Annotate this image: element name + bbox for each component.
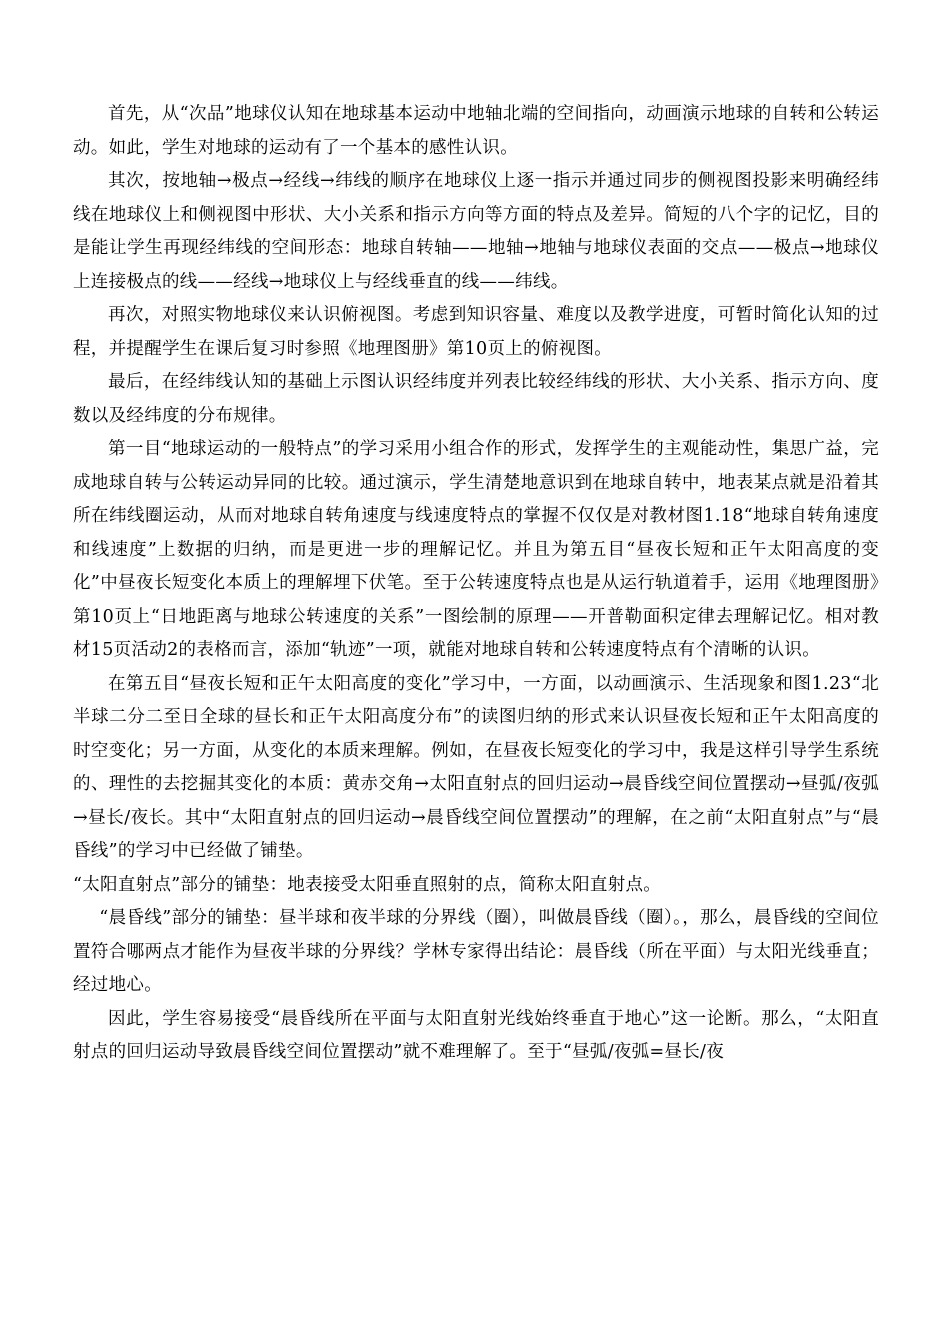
paragraph-third-step: 再次，对照实物地球仪来认识俯视图。考虑到知识容量、难度以及教学进度，可暂时简化认知的过程，并提醒学生在课后复习时参照《地理图册》第10页上的俯视图。 [73, 305, 879, 359]
paragraph-conclusion: 因此，学生容易接受“晨昏线所在平面与太阳直射光线始终垂直于地心”这一论断。那么，“太阳直射点的回归运动导致晨昏线空间位置摆动”就不难理解了。至于“昼弧/夜弧=昼长/夜 [73, 1008, 879, 1062]
paragraph-day-night-length: 在第五目“昼夜长短和正午太阳高度的变化”学习中，一方面，以动画演示、生活现象和图1.23“北半球二分二至日全球的昼长和正午太阳高度分布”的读图归纳的形式来认识昼夜长短和正午太阳高度的时空变化；另一方面，从变化的本质来理解。例如，在昼夜长短变化的学习中，我是这样引导学生系统的、理性的去挖掘其变化的本质：黄赤交角→太阳直射点的回归运动→晨昏线空间位置摆动→昼弧/夜弧→昼长/夜长。其中“太阳直射点的回归运动→晨昏线空间位置摆动”的理解，在之前“太阳直射点”与“晨昏线”的学习中已经做了铺垫。 [73, 673, 879, 861]
paragraph-final-step: 最后，在经纬线认知的基础上示图认识经纬度并列表比较经纬线的形状、大小关系、指示方向、度数以及经纬度的分布规律。 [73, 372, 879, 426]
paragraph-earth-motion-features: 第一目“地球运动的一般特点”的学习采用小组合作的形式，发挥学生的主观能动性，集思广益，完成地球自转与公转运动异同的比较。通过演示，学生清楚地意识到在地球自转中，地表某点就是沿着其所在纬线圈运动，从而对地球自转角速度与线速度特点的掌握不仅仅是对教材图1.18“地球自转角速度和线速度”上数据的归纳，而是更进一步的理解记忆。并且为第五目“昼夜长短和正午太阳高度的变化”中昼夜长短变化本质上的理解埋下伏笔。至于公转速度特点也是从运行轨道着手，运用《地理图册》第10页上“日地距离与地球公转速度的关系”一图绘制的原理——开普勒面积定律去理解记忆。相对教材15页活动2的表格而言，添加“轨迹”一项，就能对地球自转和公转速度特点有个清晰的认识。 [73, 439, 879, 660]
paragraph-terminator-note: “晨昏线”部分的铺垫：昼半球和夜半球的分界线（圈），叫做晨昏线（圈）。，那么，晨昏线的空间位置符合哪两点才能作为昼夜半球的分界线？学林专家得出结论：晨昏线（所在平面）与太阳光线垂直；经过地心。 [73, 908, 879, 995]
paragraph-second-step: 其次，按地轴→极点→经线→纬线的顺序在地球仪上逐一指示并通过同步的侧视图投影来明确经纬线在地球仪上和侧视图中形状、大小关系和指示方向等方面的特点及差异。简短的八个字的记忆，目的是能让学生再现经纬线的空间形态：地球自转轴——地轴→地轴与地球仪表面的交点——极点→地球仪上连接极点的线——经线→地球仪上与经线垂直的线——纬线。 [73, 171, 879, 292]
paragraph-subsolar-point-note: “太阳直射点”部分的铺垫：地表接受太阳垂直照射的点，简称太阳直射点。 [73, 874, 662, 895]
paragraph-first-step: 首先，从“次品”地球仪认知在地球基本运动中地轴北端的空间指向，动画演示地球的自转和公转运动。如此，学生对地球的运动有了一个基本的感性认识。 [73, 104, 879, 158]
document-body [73, 98, 879, 1070]
